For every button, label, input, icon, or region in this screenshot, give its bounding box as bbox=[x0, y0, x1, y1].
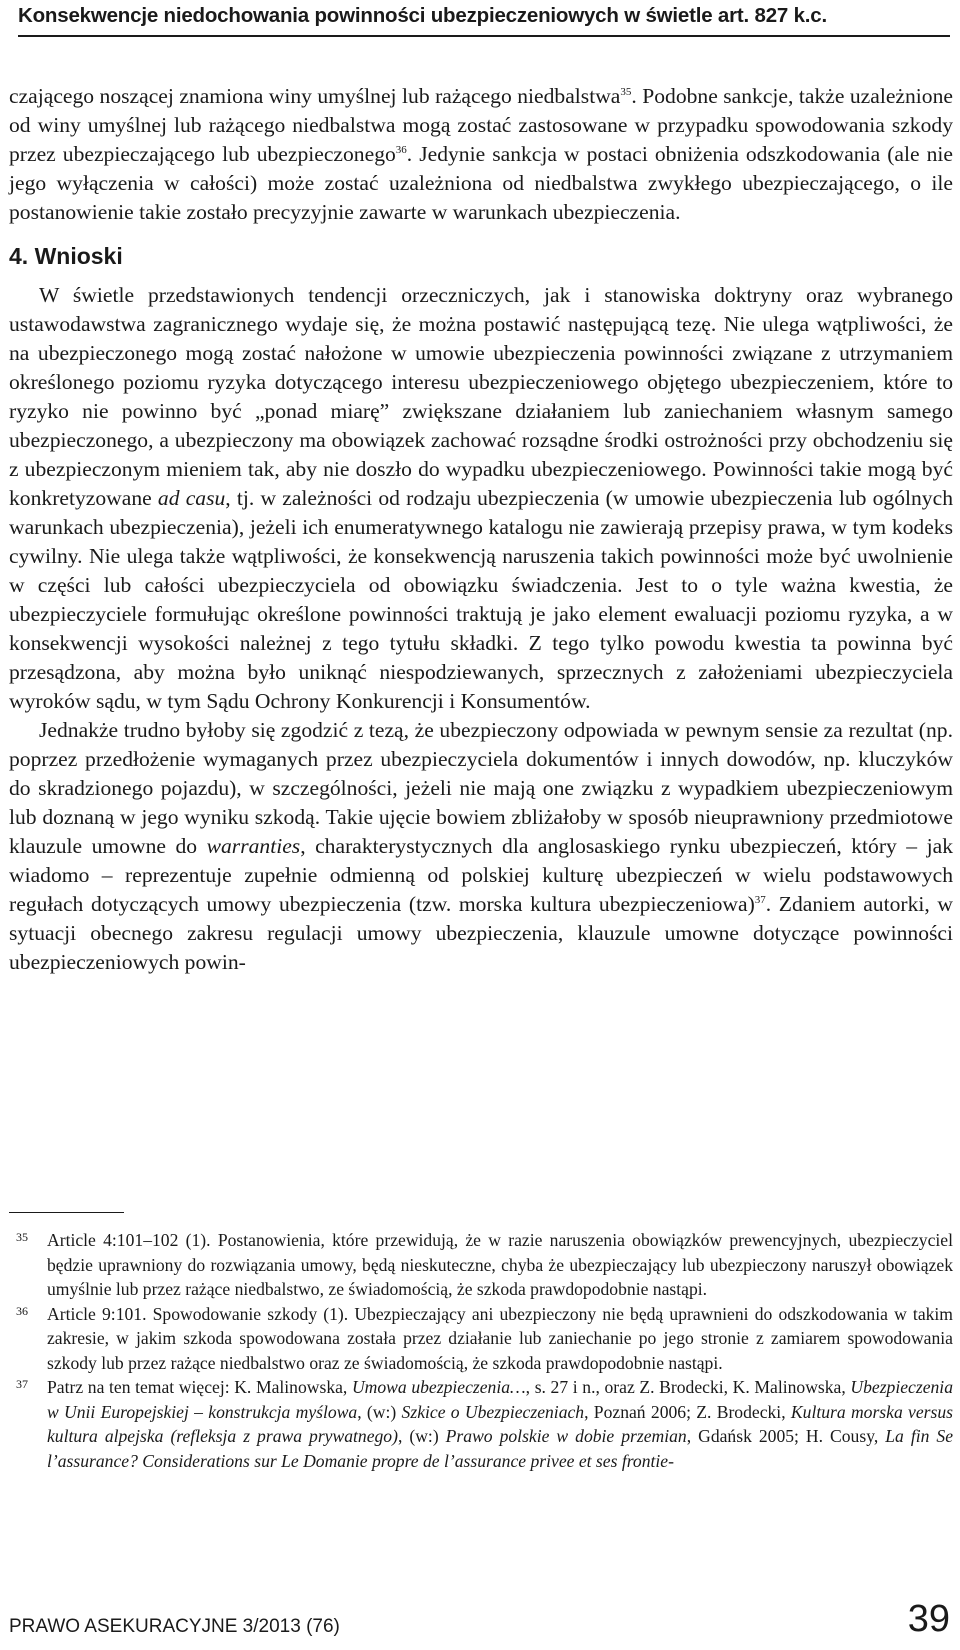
italic-term: ad casu bbox=[157, 486, 226, 510]
text-run: Patrz na ten temat więcej: K. Malinowska, bbox=[47, 1377, 352, 1397]
text-run: W świetle przedstawionych tendencji orzeczniczych, jak i stanowiska doktryny oraz wybranego ustawodawstwa zagranicznego wydaje się, że można postawić następującą tezę. Nie ulega wątpliwości, że na ubezpieczonego mogą zostać nałożone w umowie ubezpieczenia powinności związane z utrzymaniem określonego poziomu ryzyka dotyczącego interesu ubezpieczeniowego objętego ubezpieczeniem, które to ryzyko nie powinno być „ponad miarę” zwiększane działaniem lub zaniechaniem własnym samego ubezpieczonego, a ubezpieczony ma obowiązek zachować rozsądne środki ostrożności przy obchodzeniu się z ubezpieczonym mieniem tak, aby nie doszło do wypadku ubezpieczeniowego. Powinności takie mogą być konkretyzowane bbox=[9, 283, 953, 510]
footnote-number: 36 bbox=[16, 1303, 28, 1318]
footnotes bbox=[9, 1228, 953, 1473]
italic-term: warranties bbox=[206, 834, 301, 858]
paragraph-2 bbox=[9, 281, 953, 716]
text-run: , Gdańsk 2005; H. Cousy, bbox=[686, 1426, 886, 1446]
cited-title: Prawo polskie w dobie przemian bbox=[445, 1426, 687, 1446]
text-run: . Jedynie sankcja w postaci obniżenia odszkodowania (ale nie jego wyłączenia w całości) może zostać uzależniona od niedbalstwa zwykłego ubezpieczającego, o ile postanowienie takie zostało precyzyjnie zawarte w warunkach ubezpieczenia. bbox=[9, 142, 953, 224]
cited-title: Szkice o Ubezpieczeniach bbox=[401, 1401, 585, 1422]
text-run: , Poznań 2006; Z. Brodecki, bbox=[584, 1401, 791, 1422]
cited-title: Ubezpieczenia w Unii Europejskiej – konstrukcja myślowa bbox=[47, 1377, 953, 1422]
text-run: , charakterystycznych dla anglosaskiego rynku ubezpieczeń, który – jak wiadomo – reprezentuje zupełnie odmienną od polskiej kulturę ubezpieczeń w wielu podstawowych regułach dotyczących umowy ubezpieczenia (tzw. morska kultura ubezpieczeniowa) bbox=[9, 834, 953, 916]
text-run: , tj. w zależności od rodzaju ubezpieczenia (w umowie ubezpieczenia lub ogólnych warunkach ubezpieczenia), jeżeli ich enumeratywnego katalogu nie zawierają przepisy prawa, w tym kodeks cywilny. Nie ulega także wątpliwości, że konsekwencją naruszenia takich powinności może być uwolnienie w części lub całości ubezpieczyciela od obowiązku świadczenia. Jest to o tyle ważna kwestia, że ubezpieczyciele formułując określone powinności traktują je jako element ewaluacji poziomu ryzyka, a w konsekwencji wysokości należnej z tego tytułu składki. Z tego tylko powodu kwestia ta powinna być przesądzona, aby można było uniknąć niespodziewanych, sprzecznych z założeniami ubezpieczyciela wyroków sądu, w tym Sądu Ochrony Konkurencji i Konsumentów. bbox=[9, 486, 953, 713]
footnote-text: Article 4:101–102 (1). Postanowienia, które przewidują, że w razie naruszenia obowiązków prewencyjnych, ubezpieczyciel będzie uprawniony do rozwiązania umowy, będą nieskuteczne, chyba że ubezpieczający lub ubezpieczony naruszył obowiązek umyślnie lub przez rażące niedbalstwo, ze świadomością, że szkoda prawdopodobnie nastąpi. bbox=[47, 1230, 953, 1299]
text-run: , (w:) bbox=[397, 1426, 446, 1446]
text-run: , (w:) bbox=[357, 1401, 402, 1422]
footnote-text: Article 9:101. Spowodowanie szkody (1). Ubezpieczający ani ubezpieczony nie będą uprawnieni do odszkodowania w takim zakresie, w jakim szkoda spowodowana została przez działanie lub zaniechanie po jego stronie z zamiarem spowodowania szkody lub przez rażące niedbalstwo oraz ze świadomością, że szkoda prawdopodobnie nastąpi. bbox=[47, 1303, 953, 1373]
journal-name: PRAWO ASEKURACYJNE 3/2013 (76) bbox=[9, 1616, 340, 1637]
footnote-number: 35 bbox=[16, 1230, 28, 1244]
footnote-divider bbox=[9, 1212, 124, 1213]
footnote-ref-36[interactable]: 36 bbox=[395, 143, 407, 156]
article-body bbox=[9, 82, 953, 977]
running-header bbox=[18, 4, 950, 37]
paragraph-3 bbox=[9, 716, 953, 977]
text-run: , s. 27 i n., oraz Z. Brodecki, K. Malinowska, bbox=[525, 1377, 851, 1397]
text-run: Jednakże trudno byłoby się zgodzić z tezą, że ubezpieczony odpowiada w pewnym sensie za rezultat (np. poprzez przedłożenie wymaganych przez ubezpieczyciela dokumentów i innych dowodów, np. kluczyków do skradzionego pojazdu), w szczególności, jeżeli nie mają one związku z wypadkiem ubezpieczeniowym lub doznaną w jego wyniku szkodą. Takie ujęcie bowiem zbliżałoby w sposób nieuprawniony przedmiotowe klauzule umowne do bbox=[9, 718, 953, 858]
footnote-ref-35[interactable]: 35 bbox=[620, 85, 632, 98]
footnote-ref-37[interactable]: 37 bbox=[754, 893, 766, 906]
footnote-number: 37 bbox=[16, 1377, 28, 1391]
header-title: Konsekwencje niedochowania powinności ubezpieczeniowych w świetle art. 827 k.c. bbox=[18, 4, 827, 27]
footnote-36 bbox=[9, 1302, 953, 1376]
cited-title: Kultura morska versus kultura alpejska (refleksja z prawa prywatnego) bbox=[47, 1401, 954, 1446]
paragraph-1 bbox=[9, 82, 953, 227]
page-number: 39 bbox=[907, 1598, 950, 1640]
footnote-35 bbox=[9, 1228, 953, 1302]
section-heading: 4. Wnioski bbox=[9, 243, 123, 269]
text-run: . Podobne sankcje, także uzależnione od winy umyślnej lub rażącego niedbalstwa mogą zostać zastosowane w przypadku spowodowania szkody przez ubezpieczającego lub ubezpieczonego bbox=[9, 84, 953, 166]
text-run: czającego noszącej znamiona winy umyślnej lub rażącego niedbalstwa bbox=[9, 84, 621, 108]
cited-title: La fin Se l’assurance? Considerations sur Le Domanie propre de l’assurance privee et ses frontie- bbox=[47, 1426, 953, 1471]
text-run: . Zdaniem autorki, w sytuacji obecnego zakresu regulacji umowy ubezpieczenia, klauzule umowne dotyczące powinności ubezpieczeniowych powin- bbox=[9, 892, 954, 974]
footnote-37 bbox=[9, 1375, 953, 1473]
cited-title: Umowa ubezpieczenia… bbox=[351, 1377, 526, 1397]
